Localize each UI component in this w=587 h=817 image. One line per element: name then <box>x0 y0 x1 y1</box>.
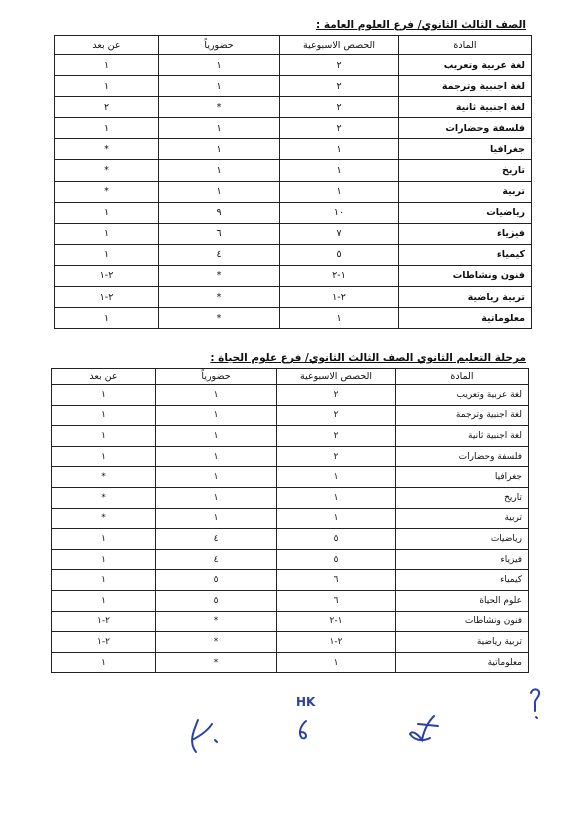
remote-cell: ٢-١ <box>55 265 159 286</box>
header-weekly-periods: الحصص الاسبوعية <box>277 369 396 385</box>
table-row <box>55 287 532 308</box>
table-row <box>52 467 529 488</box>
in-person-cell: ٤ <box>159 244 280 265</box>
in-person-cell: ١ <box>159 160 280 181</box>
header-in-person: حضورياً <box>156 369 277 385</box>
weekly-periods-cell: ٥ <box>277 549 396 570</box>
subject-cell: فنون ونشاطات <box>396 611 529 632</box>
subject-cell: تربية <box>396 508 529 529</box>
header-remote: عن بعد <box>52 369 156 385</box>
subject-cell: لغة اجنبية ثانية <box>399 97 532 118</box>
weekly-periods-cell: ١ <box>277 487 396 508</box>
in-person-cell: ١ <box>159 139 280 160</box>
general-sciences-rows <box>55 55 532 329</box>
subject-cell: لغة اجنبية وترجمة <box>396 405 529 426</box>
table-row <box>55 160 532 181</box>
weekly-periods-cell: ٦ <box>277 590 396 611</box>
table-row <box>52 529 529 550</box>
table-row <box>52 611 529 632</box>
in-person-cell: ١ <box>156 405 277 426</box>
table-row <box>55 76 532 97</box>
table-row <box>55 308 532 329</box>
table-row <box>52 426 529 447</box>
weekly-periods-cell: ١ <box>277 508 396 529</box>
table-row <box>52 405 529 426</box>
in-person-cell: * <box>156 611 277 632</box>
remote-cell: ١ <box>55 55 159 76</box>
table-row <box>52 549 529 570</box>
remote-cell: ١ <box>52 529 156 550</box>
initials-stamp <box>294 692 316 710</box>
remote-cell: * <box>55 139 159 160</box>
header-subject: المادة <box>399 36 532 55</box>
weekly-periods-cell: ١ <box>280 181 399 202</box>
table-row <box>52 508 529 529</box>
weekly-periods-cell: ٥ <box>277 529 396 550</box>
weekly-periods-cell: ٥ <box>280 244 399 265</box>
remote-cell: ١ <box>55 202 159 223</box>
signature-4 <box>526 685 544 721</box>
in-person-cell: * <box>159 97 280 118</box>
remote-cell: ١ <box>52 652 156 673</box>
subject-cell: جغرافيا <box>396 467 529 488</box>
subject-cell: فنون ونشاطات <box>399 265 532 286</box>
subject-cell: تاريخ <box>399 160 532 181</box>
table-row <box>52 385 529 406</box>
header-in-person: حضورياً <box>159 36 280 55</box>
table-row <box>55 97 532 118</box>
remote-cell: ١ <box>55 118 159 139</box>
life-sciences-rows <box>52 385 529 673</box>
weekly-periods-cell: ٢-١ <box>277 632 396 653</box>
in-person-cell: * <box>159 265 280 286</box>
subject-cell: معلوماتية <box>399 308 532 329</box>
subject-cell: تاريخ <box>396 487 529 508</box>
table-row <box>52 446 529 467</box>
weekly-periods-cell: ١-٢ <box>277 611 396 632</box>
table-row <box>55 244 532 265</box>
table-row <box>52 487 529 508</box>
remote-cell: ٢-١ <box>55 287 159 308</box>
subject-cell: فيزياء <box>399 223 532 244</box>
table-row <box>52 590 529 611</box>
weekly-periods-cell: ١ <box>280 160 399 181</box>
subject-cell: معلوماتية <box>396 652 529 673</box>
remote-cell: * <box>55 160 159 181</box>
signature-2 <box>295 718 311 742</box>
table-row <box>52 632 529 653</box>
weekly-periods-cell: ٢ <box>277 405 396 426</box>
in-person-cell: ٦ <box>159 223 280 244</box>
weekly-periods-cell: ١٠ <box>280 202 399 223</box>
weekly-periods-cell: ١-٢ <box>280 265 399 286</box>
table-row <box>52 570 529 591</box>
in-person-cell: ١ <box>159 76 280 97</box>
remote-cell: ١ <box>52 405 156 426</box>
subject-cell: علوم الحياة <box>396 590 529 611</box>
subject-cell: فلسفة وحضارات <box>399 118 532 139</box>
in-person-cell: * <box>159 308 280 329</box>
remote-cell: ٢ <box>55 97 159 118</box>
in-person-cell: * <box>159 287 280 308</box>
remote-cell: ١ <box>52 385 156 406</box>
subject-cell: جغرافيا <box>399 139 532 160</box>
weekly-periods-cell: ١ <box>277 652 396 673</box>
subject-cell: كيمياء <box>399 244 532 265</box>
in-person-cell: ١ <box>156 426 277 447</box>
in-person-cell: ١ <box>159 55 280 76</box>
svg-text:HK: HK <box>296 695 316 709</box>
table-row <box>55 55 532 76</box>
subject-cell: تربية <box>399 181 532 202</box>
remote-cell: ١ <box>52 570 156 591</box>
life-sciences-table <box>51 368 529 673</box>
remote-cell: ١ <box>55 223 159 244</box>
remote-cell: * <box>52 487 156 508</box>
header-weekly-periods: الحصص الاسبوعية <box>280 36 399 55</box>
section1-heading: الصف الثالث الثانوي/ فرع العلوم العامة : <box>316 19 526 31</box>
remote-cell: ٢-١ <box>52 611 156 632</box>
in-person-cell: ١ <box>156 385 277 406</box>
in-person-cell: ٥ <box>156 590 277 611</box>
in-person-cell: * <box>156 632 277 653</box>
in-person-cell: * <box>156 652 277 673</box>
weekly-periods-cell: ٢ <box>280 76 399 97</box>
remote-cell: ١ <box>55 308 159 329</box>
in-person-cell: ١ <box>159 118 280 139</box>
remote-cell: ١ <box>52 446 156 467</box>
in-person-cell: ١ <box>156 508 277 529</box>
in-person-cell: ١ <box>159 181 280 202</box>
weekly-periods-cell: ٢ <box>280 97 399 118</box>
weekly-periods-cell: ١ <box>280 308 399 329</box>
subject-cell: لغة عربية وتعريب <box>399 55 532 76</box>
weekly-periods-cell: ٢ <box>277 426 396 447</box>
weekly-periods-cell: ٢-١ <box>280 287 399 308</box>
weekly-periods-cell: ٢ <box>277 446 396 467</box>
header-subject: المادة <box>396 369 529 385</box>
table-header-row <box>55 36 532 55</box>
remote-cell: ١ <box>55 244 159 265</box>
subject-cell: فلسفة وحضارات <box>396 446 529 467</box>
weekly-periods-cell: ٧ <box>280 223 399 244</box>
weekly-periods-cell: ٦ <box>277 570 396 591</box>
table-row <box>55 223 532 244</box>
subject-cell: لغة اجنبية ثانية <box>396 426 529 447</box>
remote-cell: * <box>52 508 156 529</box>
in-person-cell: ١ <box>156 487 277 508</box>
remote-cell: * <box>55 181 159 202</box>
in-person-cell: ٩ <box>159 202 280 223</box>
signature-1 <box>182 710 230 758</box>
remote-cell: ١ <box>52 590 156 611</box>
header-remote: عن بعد <box>55 36 159 55</box>
table-row <box>55 202 532 223</box>
subject-cell: لغة اجنبية وترجمة <box>399 76 532 97</box>
remote-cell: ٢-١ <box>52 632 156 653</box>
table-row <box>55 181 532 202</box>
in-person-cell: ٤ <box>156 549 277 570</box>
in-person-cell: ١ <box>156 446 277 467</box>
subject-cell: تربية رياضية <box>399 287 532 308</box>
general-sciences-table <box>54 35 532 329</box>
table-row <box>55 118 532 139</box>
table-row <box>55 265 532 286</box>
remote-cell: ١ <box>52 549 156 570</box>
signature-3 <box>404 712 444 748</box>
remote-cell: * <box>52 467 156 488</box>
table-header-row <box>52 369 529 385</box>
weekly-periods-cell: ٢ <box>280 55 399 76</box>
remote-cell: ١ <box>55 76 159 97</box>
section2-heading: مرحلة التعليم الثانوي الصف الثالث الثانوي/ فرع علوم الحياة : <box>210 352 526 364</box>
subject-cell: كيمياء <box>396 570 529 591</box>
weekly-periods-cell: ٢ <box>277 385 396 406</box>
subject-cell: رياضيات <box>396 529 529 550</box>
table-row <box>55 139 532 160</box>
subject-cell: رياضيات <box>399 202 532 223</box>
in-person-cell: ١ <box>156 467 277 488</box>
table-row <box>52 652 529 673</box>
subject-cell: فيزياء <box>396 549 529 570</box>
weekly-periods-cell: ١ <box>280 139 399 160</box>
weekly-periods-cell: ٢ <box>280 118 399 139</box>
remote-cell: ١ <box>52 426 156 447</box>
in-person-cell: ٥ <box>156 570 277 591</box>
in-person-cell: ٤ <box>156 529 277 550</box>
weekly-periods-cell: ١ <box>277 467 396 488</box>
subject-cell: لغة عربية وتعريب <box>396 385 529 406</box>
subject-cell: تربية رياضية <box>396 632 529 653</box>
